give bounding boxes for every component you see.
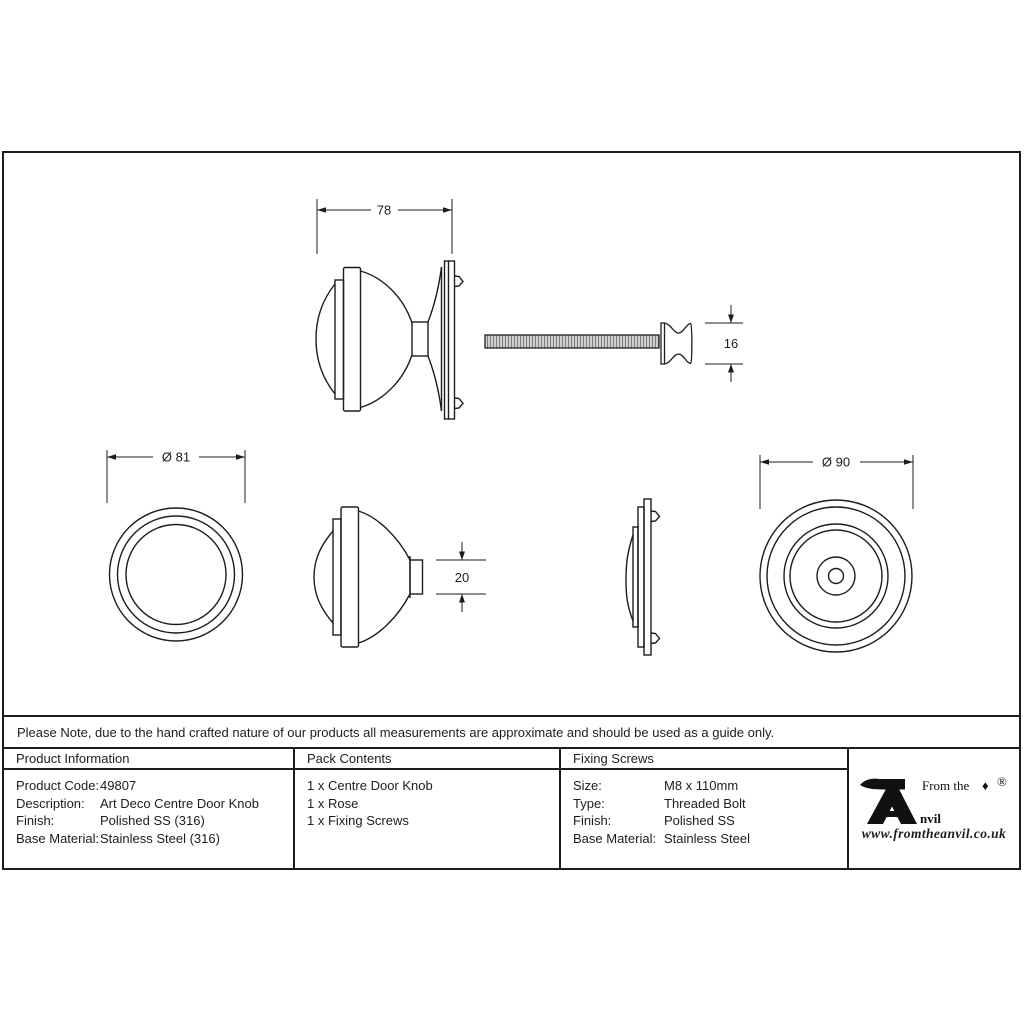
row-label: Description: (16, 795, 85, 811)
dimension-label-knob-projection: 78 (376, 202, 392, 218)
arrowhead-left (317, 207, 326, 213)
pack-contents-header: Pack Contents (295, 749, 559, 770)
dimension-16 (705, 305, 743, 382)
registered-trademark-icon: ® (997, 775, 1007, 789)
knob-step (333, 519, 341, 635)
fixing-pin-top (651, 511, 660, 522)
pack-item: 1 x Fixing Screws (307, 813, 409, 828)
product-information-header: Product Information (4, 749, 293, 770)
row-value: Stainless Steel (664, 830, 750, 846)
rose-side-view (626, 499, 660, 655)
fixing-pin-top (455, 276, 464, 287)
anvil-logo-graphic (858, 776, 1010, 828)
arrowhead-down (459, 552, 465, 561)
table-row (573, 795, 841, 813)
logo-website: www.fromtheanvil.co.uk (861, 825, 1007, 841)
knob-front-view (107, 449, 245, 642)
table-row (573, 777, 841, 795)
technical-drawing (4, 153, 1019, 713)
dimension-81 (107, 449, 245, 504)
rose-backplate (445, 261, 455, 419)
fixing-pin-bottom (651, 633, 660, 644)
fixing-pin-bottom (455, 398, 464, 409)
row-label: Base Material: (16, 830, 100, 846)
logo-from-the: From the (922, 777, 970, 793)
note-text: Please Note, due to the hand crafted nature of our products all measurements are approximate and should be used as a guide only. (17, 724, 775, 740)
brand-logo-cell (849, 749, 1019, 868)
rose-backplate (644, 499, 651, 655)
rose-dome-face (626, 535, 633, 621)
knob-neck (412, 322, 428, 356)
row-label: Base Material: (573, 830, 657, 846)
row-label: Product Code: (16, 778, 100, 793)
arrowhead-down (728, 315, 734, 324)
pack-item: 1 x Rose (307, 795, 359, 811)
drawing-sheet (2, 151, 1021, 870)
dimension-label-bolt-ferrule: 16 (723, 336, 739, 351)
table-row (573, 830, 841, 848)
knob-face-rim (344, 268, 361, 412)
row-label: Type: (573, 795, 605, 811)
anvil-icon (860, 778, 917, 823)
rose-front-view (760, 454, 913, 653)
rose-centre-hole (829, 569, 844, 584)
knob-outer-circle (110, 508, 243, 641)
row-value: Threaded Bolt (664, 795, 746, 811)
row-label: Finish: (16, 813, 55, 828)
table-row (573, 812, 841, 830)
arrowhead-right (443, 207, 452, 213)
arrowhead-right (904, 459, 913, 465)
row-value: M8 x 110mm (664, 778, 739, 793)
rose-outer-circle (760, 500, 912, 652)
knob-assembly-side-view (316, 199, 463, 419)
spec-table (4, 747, 1019, 868)
knob-face-rim (341, 507, 359, 647)
dimension-20 (436, 542, 486, 612)
row-label: Finish: (573, 813, 612, 828)
dimension-label-knob-face: Ø 81 (161, 449, 191, 465)
arrowhead-left (107, 454, 116, 460)
threaded-rod (485, 335, 659, 348)
pack-contents-column (295, 749, 561, 868)
knob-dome-profile (314, 531, 333, 623)
table-row (16, 777, 287, 795)
table-row (16, 795, 287, 813)
logo-name-rest: nvil (920, 810, 941, 826)
arrowhead-up (459, 594, 465, 603)
fixing-screws-column (561, 749, 849, 868)
dimension-label-rose: Ø 90 (821, 454, 851, 470)
pack-item: 1 x Centre Door Knob (307, 778, 433, 793)
dimension-78 (317, 199, 452, 254)
row-label: Size: (573, 778, 602, 793)
note-row (4, 715, 1019, 747)
knob-dome-profile (316, 284, 335, 394)
arrowhead-right (236, 454, 245, 460)
knob-step (335, 280, 344, 399)
knob-spigot (410, 560, 423, 594)
logo-diamond: ♦ (982, 777, 989, 793)
row-value: Polished SS (664, 813, 735, 828)
row-value: Polished SS (316) (100, 813, 205, 828)
table-row (16, 830, 287, 848)
table-row (16, 812, 287, 830)
bolt-ferrule (661, 323, 692, 364)
dimension-label-knob-neck: 20 (454, 570, 470, 585)
row-value: Stainless Steel (316) (100, 830, 220, 846)
arrowhead-left (760, 459, 769, 465)
row-value: Art Deco Centre Door Knob (100, 795, 259, 811)
drawing-area (4, 153, 1019, 715)
fixing-bolt-drawing (485, 305, 743, 382)
knob-side-view (314, 507, 486, 647)
row-value: 49807 (100, 778, 137, 793)
anvil-logo (858, 776, 1010, 842)
product-information-column (4, 749, 295, 868)
fixing-screws-header: Fixing Screws (561, 749, 847, 770)
arrowhead-up (728, 364, 734, 373)
